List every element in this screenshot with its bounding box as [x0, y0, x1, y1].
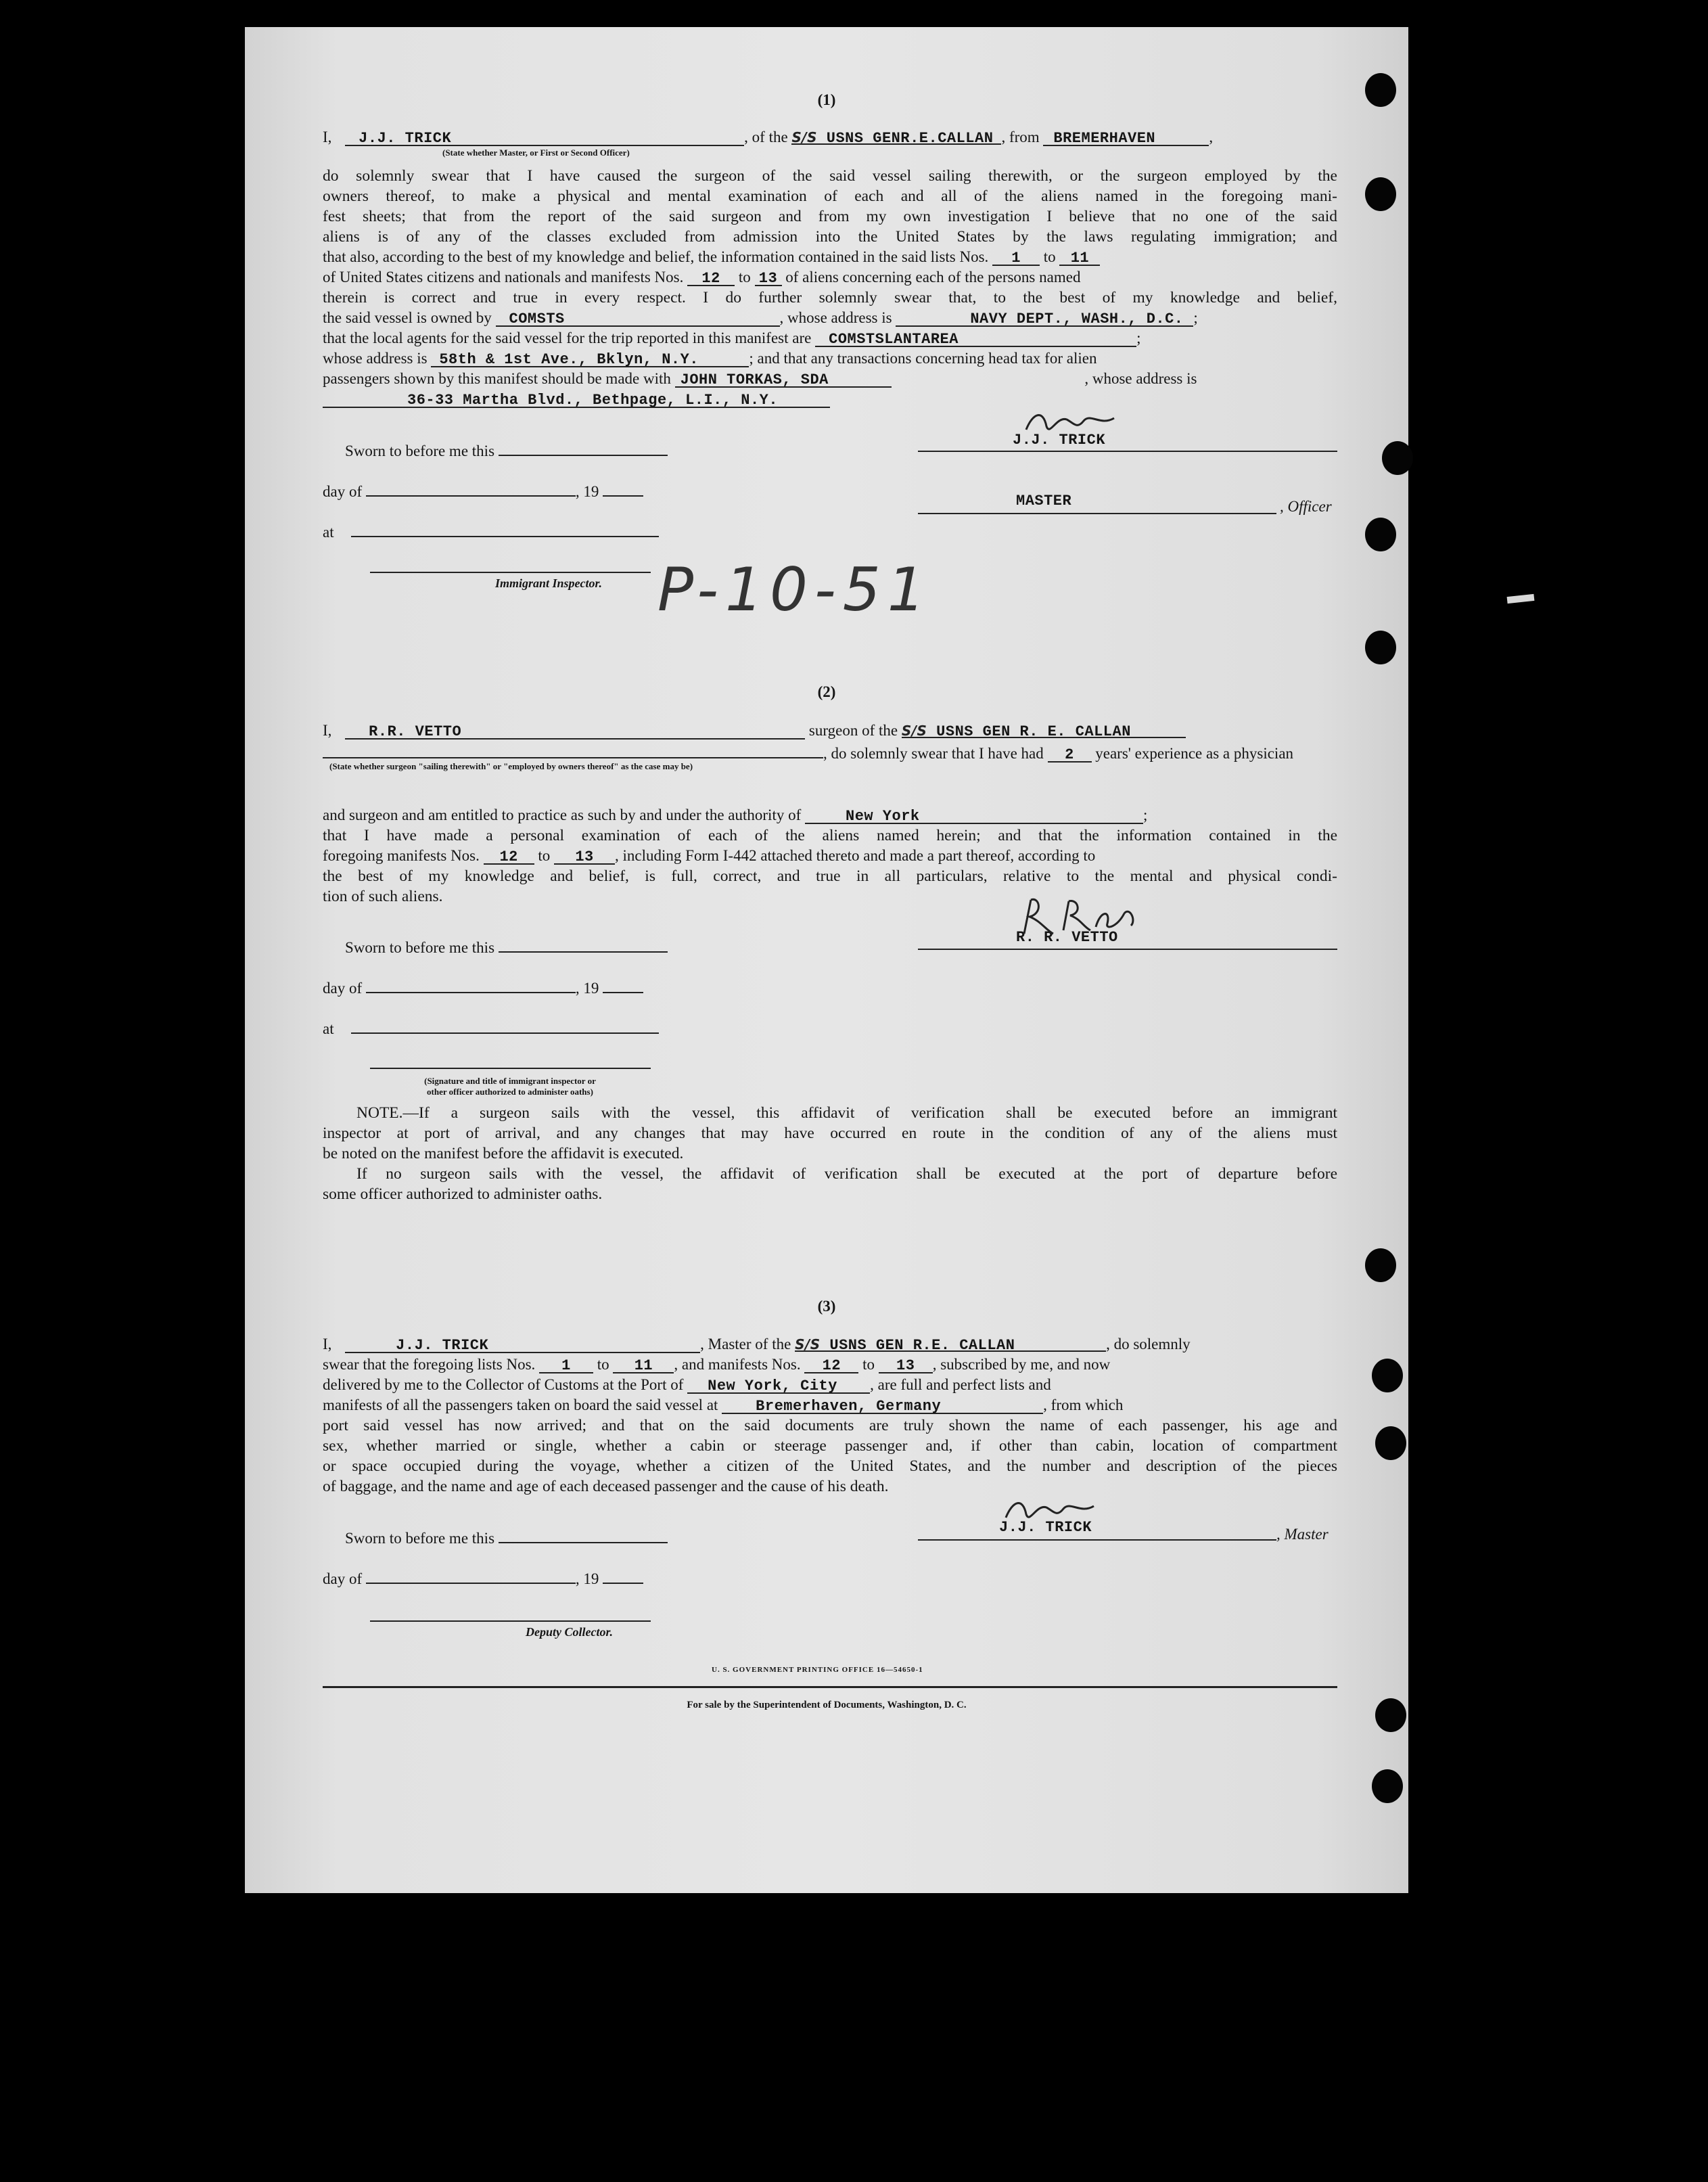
s2-dayof: [323, 976, 643, 999]
s1-l12: [323, 369, 1197, 389]
s2-man-from-field: [484, 847, 534, 865]
s3-lists-to-field: [613, 1356, 674, 1373]
ss-mark: S/S: [901, 723, 927, 739]
of-the-label: , of the: [744, 129, 788, 145]
nineteen-label: , 19: [575, 1570, 599, 1587]
agent: COMSTSLANTAREA: [829, 331, 959, 348]
s3-l5: port said vessel has now arrived; and that on the said documents are truly shown the name of each passenger, his age and: [323, 1417, 1337, 1434]
s1-l6-text: that also, according to the best of my knowledge and belief, the information contained in the said lists Nos.: [323, 248, 989, 265]
at-label: at: [323, 524, 334, 541]
binder-hole-icon: [1365, 73, 1396, 107]
s1-sworn: [345, 438, 668, 461]
s1-l5: aliens is of any of the classes excluded from admission into the United States by the laws regulating immigration; and: [323, 228, 1337, 246]
year-field: [603, 976, 643, 993]
binder-hole-icon: [1365, 177, 1396, 211]
s2-vessel: USNS GEN R. E. CALLAN: [936, 723, 1131, 740]
s1-l7: [323, 267, 1080, 288]
s2-man-from: 12: [499, 848, 518, 865]
authority: New York: [846, 808, 920, 825]
at-field: [351, 1016, 659, 1034]
s2-man-to-field: [554, 847, 615, 865]
s3-sworn: [345, 1526, 668, 1549]
s3-l4: [323, 1395, 1123, 1415]
s1-man-from: 12: [701, 270, 720, 287]
s3-l4b: , from which: [1043, 1396, 1124, 1413]
s2-body: [323, 825, 1337, 846]
to-label: to: [597, 1356, 609, 1373]
at-field: [351, 520, 659, 537]
day-field: [366, 976, 576, 993]
binder-hole-icon: [1375, 1698, 1406, 1732]
s1-man-from-field: [687, 269, 735, 286]
s1-vessel-field: [791, 127, 1001, 145]
s1-name: J.J. TRICK: [359, 130, 452, 147]
agent-field: [815, 329, 1136, 347]
s3-dayof: [323, 1566, 643, 1589]
s1-l3: owners thereof, to make a physical and mental examination of each and all of the aliens named in the foregoing mani-: [323, 187, 1337, 205]
s3-man-to-field: [879, 1356, 933, 1373]
s1-l12b: , whose address is: [1084, 370, 1197, 387]
s3-l3: [323, 1375, 1051, 1395]
s2-name-field: [345, 722, 805, 740]
agent-address: 58th & 1st Ave., Bklyn, N.Y.: [439, 351, 699, 368]
at-label: at: [323, 1020, 334, 1037]
s2-at: [323, 1016, 659, 1039]
to-label: to: [862, 1356, 875, 1373]
s3-l6: sex, whether married or single, whether a cabin or steerage passenger and, if other than cabin, location of compartment: [323, 1437, 1337, 1455]
s1-vessel: USNS GENR.E.CALLAN: [826, 130, 994, 147]
s1-signature-line: [918, 451, 1337, 452]
s3-handwritten-signature-icon: [999, 1494, 1101, 1528]
sworn-date-field: [499, 1526, 668, 1543]
s3-l4a: manifests of all the passengers taken on board the said vessel at: [323, 1396, 718, 1413]
s2-handwritten-signature-icon: [1016, 893, 1145, 940]
i-label: I,: [323, 722, 332, 739]
s2-swear: , do solemnly swear that I have had: [823, 745, 1044, 762]
lists-from-field: [992, 248, 1040, 266]
s3-man-from-field: [804, 1356, 858, 1373]
s1-line-1: I, J.J. TRICK , of the S/S USNS GENR.E.CALLAN , from BREMERHAVEN ,: [323, 129, 1214, 147]
to-label: to: [538, 847, 551, 864]
i-label: I,: [323, 129, 332, 145]
binder-hole-icon: [1375, 1426, 1406, 1460]
s2-body-2: [323, 866, 1337, 907]
s3-body: [323, 1415, 1337, 1497]
note-5: some officer authorized to administer oaths.: [323, 1185, 603, 1203]
taxagent-field: [675, 370, 892, 388]
s3-signature-line: [918, 1539, 1276, 1541]
note-1: NOTE.—If a surgeon sails with the vessel, this affidavit of verification shall be executed before an immigrant: [356, 1104, 1337, 1122]
agent-address-field: [431, 350, 749, 367]
lists-to: 11: [1070, 250, 1090, 267]
printing-office: U. S. GOVERNMENT PRINTING OFFICE 16—54650-1: [712, 1666, 923, 1674]
years: 2: [1065, 746, 1074, 763]
s1-l9b: , whose address is: [779, 309, 892, 326]
master-label: , Master: [1276, 1526, 1329, 1543]
inspector-label: Immigrant Inspector.: [495, 576, 603, 590]
s2-man-to: 13: [575, 848, 594, 865]
s2-vessel-field: [902, 721, 1186, 738]
s1-port: BREMERHAVEN: [1053, 130, 1156, 147]
day-of-label: day of: [323, 483, 363, 500]
s2-caption: (State whether surgeon "sailing therewith" or "employed by owners thereof" as the case may be): [329, 761, 693, 771]
year-field: [603, 479, 643, 497]
binder-hole-icon: [1365, 1248, 1396, 1282]
master-of-label: , Master of the: [700, 1336, 791, 1353]
s1-rank-caption: (State whether Master, or First or Second Officer): [442, 147, 630, 158]
s1-l9a: the said vessel is owned by: [323, 309, 492, 326]
sworn-date-field: [499, 935, 668, 953]
collector-line: [370, 1620, 651, 1622]
s1-l11: [323, 348, 1097, 369]
s1-body: [323, 166, 1337, 247]
s1-l4: fest sheets; that from the report of the said surgeon and from my own investigation I believe that no one of the said: [323, 208, 1337, 225]
binder-hole-icon: [1372, 1769, 1403, 1803]
s3-lists-from: 1: [561, 1357, 571, 1374]
s2-name: R.R. VETTO: [369, 723, 462, 740]
s2-l7: tion of such aliens.: [323, 888, 443, 905]
s2-line-1: [323, 721, 1186, 741]
s2-signer: R. R. VETTO: [1016, 929, 1118, 946]
s3-dep-port: Bremerhaven, Germany: [756, 1398, 942, 1415]
s1-port-field: [1043, 129, 1209, 146]
s3-l3b: , are full and perfect lists and: [870, 1376, 1051, 1393]
day-field: [366, 1566, 576, 1584]
sale-note: For sale by the Superintendent of Documents, Washington, D. C.: [687, 1700, 967, 1710]
year-field: [603, 1566, 643, 1584]
note-2: inspector at port of arrival, and any changes that may have occurred en route in the condition of any of the aliens must: [323, 1124, 1337, 1142]
s2-l6: the best of my knowledge and belief, is full, correct, and true in all particulars, relative to the mental and physical condi-: [323, 867, 1337, 885]
s1-l7b: of aliens concerning each of the persons named: [785, 269, 1081, 286]
s3-l3a: delivered by me to the Collector of Customs at the Port of: [323, 1376, 684, 1393]
s3-l2: [323, 1355, 1110, 1375]
s2-signature-line: [918, 949, 1337, 950]
s3-port-field: [687, 1376, 870, 1394]
s3-l2b: , and manifests Nos.: [674, 1356, 801, 1373]
s2-l5a: foregoing manifests Nos.: [323, 847, 480, 864]
s3-lists-from-field: [539, 1356, 593, 1373]
lists-from: 1: [1011, 250, 1021, 267]
authority-field: [805, 806, 1143, 824]
s1-body-2: [323, 288, 1337, 308]
binder-hole-icon: [1365, 631, 1396, 664]
s2-l5: [323, 846, 1095, 866]
s3-line-1: [323, 1334, 1191, 1355]
s3-l8: of baggage, and the name and age of each deceased passenger and the cause of his death.: [323, 1478, 889, 1495]
to-label: to: [1043, 248, 1056, 265]
s3-signer: J.J. TRICK: [999, 1519, 1092, 1536]
edge-mark: [1507, 594, 1535, 604]
ss-mark: S/S: [795, 1336, 821, 1353]
surgeon-of-label: surgeon of the: [808, 722, 898, 739]
s2-note: [323, 1103, 1337, 1204]
s1-l11a: whose address is: [323, 350, 428, 367]
day-of-label: day of: [323, 1570, 363, 1587]
sworn-label: Sworn to before me this: [345, 442, 495, 459]
s3-name-field: [345, 1336, 700, 1353]
nineteen-label: , 19: [575, 483, 599, 500]
owner-address: NAVY DEPT., WASH., D.C.: [970, 311, 1184, 327]
s2-sig-caption: [368, 1076, 652, 1097]
owner-field: [496, 309, 780, 327]
note-3: be noted on the manifest before the affidavit is executed.: [323, 1145, 684, 1162]
s1-l10a: that the local agents for the said vessel for the trip reported in this manifest are: [323, 329, 812, 346]
sig-caption-2: other officer authorized to administer oaths): [427, 1087, 593, 1097]
taxagent-address-field: [323, 390, 830, 408]
s1-l13: [323, 389, 830, 409]
section-3-header: (3): [817, 1298, 836, 1315]
s1-signer: J.J. TRICK: [1013, 432, 1106, 449]
collector-label: Deputy Collector.: [526, 1625, 613, 1639]
years-field: [1048, 745, 1092, 763]
section-1-header: (1): [817, 91, 836, 108]
s1-l10: that the local agents for the said vessel for the trip reported in this manifest are COMSTSLANTAREA ;: [323, 329, 1141, 348]
s1-l11b: ; and that any transactions concerning head tax for alien: [749, 350, 1097, 367]
s2-experience: years' experience as a physician: [1095, 745, 1294, 762]
from-label: , from: [1001, 129, 1040, 145]
nineteen-label: , 19: [575, 980, 599, 997]
s3-vessel-field: [795, 1334, 1106, 1352]
footer-rule: [323, 1686, 1337, 1688]
s1-at: [323, 520, 659, 543]
s3-l7: or space occupied during the voyage, whether a citizen of the United States, and the number and description of the pieces: [323, 1457, 1337, 1475]
s2-sworn: [345, 935, 668, 958]
s1-l12a: passengers shown by this manifest should be made with: [323, 370, 671, 387]
lists-to-field: [1059, 248, 1100, 266]
officer-label: , Officer: [1280, 498, 1332, 515]
i-label: I,: [323, 1336, 332, 1353]
s1-l8: therein is correct and true in every respect. I do further solemnly swear that, to the best of my knowledge and belief,: [323, 289, 1337, 306]
inspector-line: [370, 572, 651, 573]
ss-mark: S/S: [791, 129, 818, 145]
s3-vessel: USNS GEN R.E. CALLAN: [829, 1337, 1015, 1354]
s1-title: MASTER: [1016, 493, 1072, 509]
day-of-label: day of: [323, 980, 363, 997]
sworn-label: Sworn to before me this: [345, 1530, 495, 1547]
s2-l3a: and surgeon and am entitled to practice as such by and under the authority of: [323, 806, 802, 823]
s3-solemnly: , do solemnly: [1106, 1336, 1191, 1353]
s3-l2c: , subscribed by me, and now: [932, 1356, 1111, 1373]
s1-dayof: [323, 479, 643, 502]
taxagent-address: 36-33 Martha Blvd., Bethpage, L.I., N.Y.: [407, 392, 779, 409]
s3-dep-port-field: [722, 1396, 1043, 1414]
s3-l2a: swear that the foregoing lists Nos.: [323, 1356, 536, 1373]
s1-l6: [323, 247, 1100, 267]
s1-l2: do solemnly swear that I have caused the surgeon of the said vessel sailing therewith, or the surgeon employed by the: [323, 167, 1337, 185]
s2-l3: and surgeon and am entitled to practice as such by and under the authority of New York ;: [323, 806, 1148, 825]
s2-sig-line: [370, 1068, 651, 1069]
binder-hole-icon: [1372, 1359, 1403, 1392]
owner-address-field: [896, 309, 1193, 327]
owner: COMSTS: [509, 311, 565, 327]
taxagent: JOHN TORKAS, SDA: [680, 371, 829, 388]
binder-hole-icon: [1365, 518, 1396, 551]
s3-port: New York, City: [708, 1378, 837, 1394]
s1-l9: the said vessel is owned by COMSTS , whose address is NAVY DEPT., WASH., D.C. ;: [323, 309, 1198, 327]
s2-l4: that I have made a personal examination of each of the aliens named herein; and that the information contained in the: [323, 827, 1337, 844]
s1-title-line: [918, 513, 1276, 514]
sig-caption-1: (Signature and title of immigrant inspector or: [424, 1076, 596, 1086]
s3-lists-to: 11: [634, 1357, 653, 1374]
s1-man-to-field: [755, 269, 782, 286]
s2-l5b: , including Form I-442 attached thereto and made a part thereof, according to: [615, 847, 1096, 864]
s3-man-to: 13: [896, 1357, 915, 1374]
handwritten-annotation: P-10-51: [657, 555, 932, 624]
note-4: If no surgeon sails with the vessel, the affidavit of verification shall be executed at the port of departure before: [356, 1165, 1337, 1183]
sworn-label: Sworn to before me this: [345, 939, 495, 956]
day-field: [366, 479, 576, 497]
s1-name-field: [345, 129, 744, 146]
to-label: to: [738, 269, 751, 286]
sworn-date-field: [499, 438, 668, 456]
s3-man-from: 12: [822, 1357, 841, 1374]
section-2-header: (2): [817, 683, 836, 700]
s1-man-to: 13: [758, 270, 778, 287]
manifest-page: [245, 27, 1408, 1893]
s1-handwritten-signature-icon: [1019, 406, 1121, 440]
s2-role-field: [323, 741, 823, 758]
s2-line-2: [323, 741, 1293, 764]
binder-hole-icon: [1382, 441, 1413, 475]
s1-l7a: of United States citizens and nationals and manifests Nos.: [323, 269, 684, 286]
s3-name: J.J. TRICK: [396, 1337, 489, 1354]
